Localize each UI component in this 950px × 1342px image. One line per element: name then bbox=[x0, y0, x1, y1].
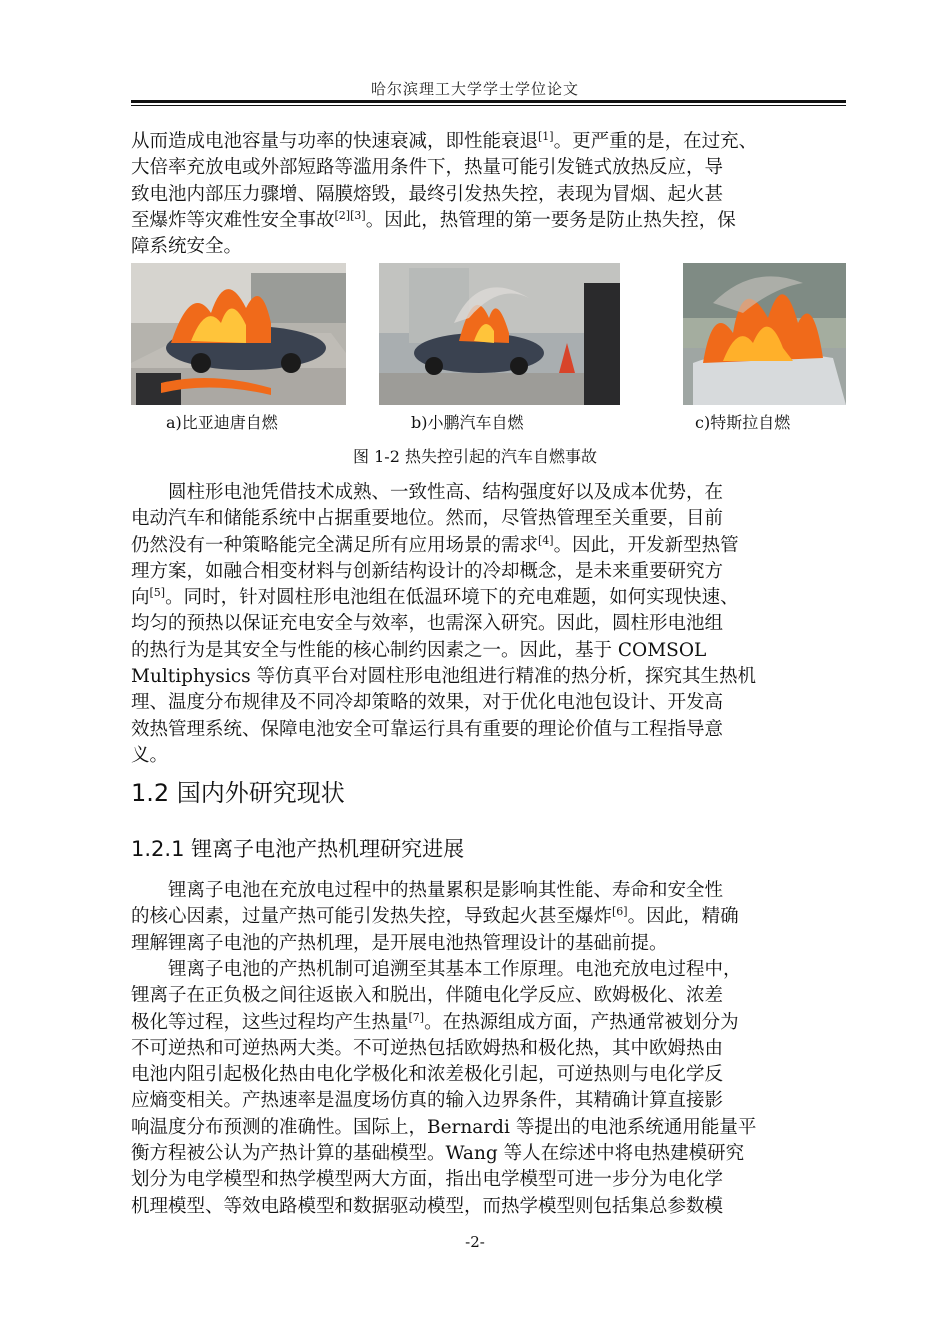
line-text-after: 。因此，开发新型热管 bbox=[553, 534, 739, 556]
line-text: 均匀的预热以保证充电安全与效率，也需深入研究。因此，圆柱形电池组 bbox=[131, 613, 724, 635]
line-text: 衡方程被公认为产热计算的基础模型。Wang 等人在综述中将电热建模研究 bbox=[131, 1143, 745, 1165]
line-text: 响温度分布预测的准确性。国际上，Bernardi 等提出的电池系统通用能量平 bbox=[131, 1116, 757, 1138]
text-line bbox=[131, 1115, 846, 1141]
line-text: 不可逆热和可逆热两大类。不可逆热包括欧姆热和极化热，其中欧姆热由 bbox=[131, 1037, 724, 1059]
citation-superscript: [6] bbox=[612, 905, 628, 919]
line-text: 的核心因素，过量产热可能引发热失控，导致起火甚至爆炸 bbox=[131, 906, 613, 928]
figure-caption-a: a)比亚迪唐自燃 bbox=[166, 413, 278, 432]
citation-superscript: [4] bbox=[538, 533, 554, 547]
header-rule-thick bbox=[131, 100, 846, 103]
citation-superscript: [5] bbox=[149, 586, 166, 600]
text-line bbox=[131, 611, 846, 637]
page-header-title: 哈尔滨理工大学学士学位论文 bbox=[370, 80, 579, 98]
text-line bbox=[131, 1036, 846, 1062]
paragraph-4 bbox=[131, 957, 846, 1220]
line-text: 锂离子电池在充放电过程中的热量累积是影响其性能、寿命和安全性 bbox=[131, 880, 724, 901]
section-heading: 1.2 国内外研究现状 bbox=[131, 779, 345, 807]
text-line bbox=[131, 208, 846, 234]
line-text-after: 。因此，热管理的第一要务是防止热失控，保 bbox=[365, 209, 736, 231]
line-text: 大倍率充放电或外部短路等滥用条件下，热量可能引发链式放热反应，导 bbox=[131, 157, 724, 179]
figure-photo-b bbox=[379, 263, 620, 405]
line-text: Multiphysics 等仿真平台对圆柱形电池组进行精准的热分析，探究其生热机 bbox=[131, 666, 756, 688]
text-line bbox=[131, 506, 846, 532]
line-text: 效热管理系统、保障电池安全可靠运行具有重要的理论价值与工程指导意 bbox=[131, 718, 724, 740]
text-line bbox=[131, 129, 846, 155]
line-text: 理、温度分布规律及不同冷却策略的效果，对于优化电池包设计、开发高 bbox=[131, 692, 724, 714]
line-text: 应熵变相关。产热速率是温度场仿真的输入边界条件，其精确计算直接影 bbox=[131, 1090, 724, 1112]
paragraph-2 bbox=[131, 480, 846, 769]
line-text: 极化等过程，这些过程均产生热量 bbox=[131, 1011, 409, 1033]
text-line bbox=[131, 559, 846, 585]
header-rule-thin bbox=[131, 105, 846, 106]
line-text-after: 。因此，精确 bbox=[627, 906, 739, 928]
line-text: 锂离子电池的产热机制可追溯至其基本工作原理。电池充放电过程中， bbox=[131, 959, 742, 980]
text-line bbox=[131, 743, 846, 769]
text-line bbox=[131, 878, 846, 904]
text-line bbox=[131, 1010, 846, 1036]
line-text-after: 。同时，针对圆柱形电池组在低温环境下的充电难题，如何实现快速、 bbox=[165, 587, 739, 609]
text-line bbox=[131, 1194, 846, 1220]
text-line bbox=[131, 155, 846, 181]
text-line bbox=[131, 1141, 846, 1167]
text-line bbox=[131, 533, 846, 559]
text-line bbox=[131, 690, 846, 716]
figure-caption-b: b)小鹏汽车自燃 bbox=[411, 413, 524, 432]
line-text: 理方案，如融合相变材料与创新结构设计的冷却概念，是未来重要研究方 bbox=[131, 560, 724, 582]
text-line bbox=[131, 717, 846, 743]
line-text: 理解锂离子电池的产热机理，是开展电池热管理设计的基础前提。 bbox=[131, 932, 668, 954]
figure-caption-c: c)特斯拉自燃 bbox=[695, 413, 791, 432]
paragraph-1 bbox=[131, 129, 846, 260]
line-text: 划分为电学模型和热学模型两大方面，指出电学模型可进一步分为电化学 bbox=[131, 1169, 724, 1191]
text-line bbox=[131, 1167, 846, 1193]
text-line bbox=[131, 904, 846, 930]
citation-superscript: [2][3] bbox=[334, 208, 366, 222]
line-text: 义。 bbox=[131, 744, 169, 766]
line-text: 锂离子在正负极之间往返嵌入和脱出，伴随电化学反应、欧姆极化、浓差 bbox=[131, 985, 724, 1007]
line-text: 从而造成电池容量与功率的快速衰减，即性能衰退 bbox=[131, 131, 539, 152]
page-number: -2- bbox=[465, 1233, 485, 1251]
citation-superscript: [7] bbox=[408, 1010, 425, 1024]
line-text: 电动汽车和储能系统中占据重要地位。然而，尽管热管理至关重要，目前 bbox=[131, 508, 724, 530]
text-line bbox=[131, 1088, 846, 1114]
text-line bbox=[131, 664, 846, 690]
text-line bbox=[131, 585, 846, 611]
subsection-heading: 1.2.1 锂离子电池产热机理研究进展 bbox=[131, 837, 465, 861]
line-text: 障系统安全。 bbox=[131, 236, 243, 258]
line-text-after: 。在热源组成方面，产热通常被划分为 bbox=[424, 1011, 739, 1033]
figure-photo-a bbox=[131, 263, 346, 405]
citation-superscript: [1] bbox=[538, 130, 554, 143]
text-line bbox=[131, 983, 846, 1009]
line-text: 机理模型、等效电路模型和数据驱动模型，而热学模型则包括集总参数模 bbox=[131, 1195, 724, 1217]
text-line bbox=[131, 234, 846, 260]
line-text: 向 bbox=[131, 587, 150, 609]
text-line bbox=[131, 182, 846, 208]
text-line bbox=[131, 1062, 846, 1088]
line-text: 电池内阻引起极化热由电化学极化和浓差极化引起，可逆热则与电化学反 bbox=[131, 1064, 724, 1086]
paragraph-3 bbox=[131, 878, 846, 957]
line-text: 的热行为是其安全与性能的核心制约因素之一。因此，基于 COMSOL bbox=[131, 639, 707, 661]
text-line bbox=[131, 638, 846, 664]
line-text: 圆柱形电池凭借技术成熟、一致性高、结构强度好以及成本优势，在 bbox=[131, 482, 724, 503]
line-text: 致电池内部压力骤增、隔膜熔毁，最终引发热失控，表现为冒烟、起火甚 bbox=[131, 183, 724, 205]
text-line bbox=[131, 957, 846, 983]
line-text-after: 。更严重的是，在过充、 bbox=[553, 131, 758, 152]
text-line bbox=[131, 480, 846, 506]
line-text: 至爆炸等灾难性安全事故 bbox=[131, 209, 335, 231]
line-text: 仍然没有一种策略能完全满足所有应用场景的需求 bbox=[131, 534, 539, 556]
figure-title: 图 1-2 热失控引起的汽车自燃事故 bbox=[353, 447, 597, 466]
text-line bbox=[131, 931, 846, 957]
figure-photo-c bbox=[683, 263, 846, 405]
